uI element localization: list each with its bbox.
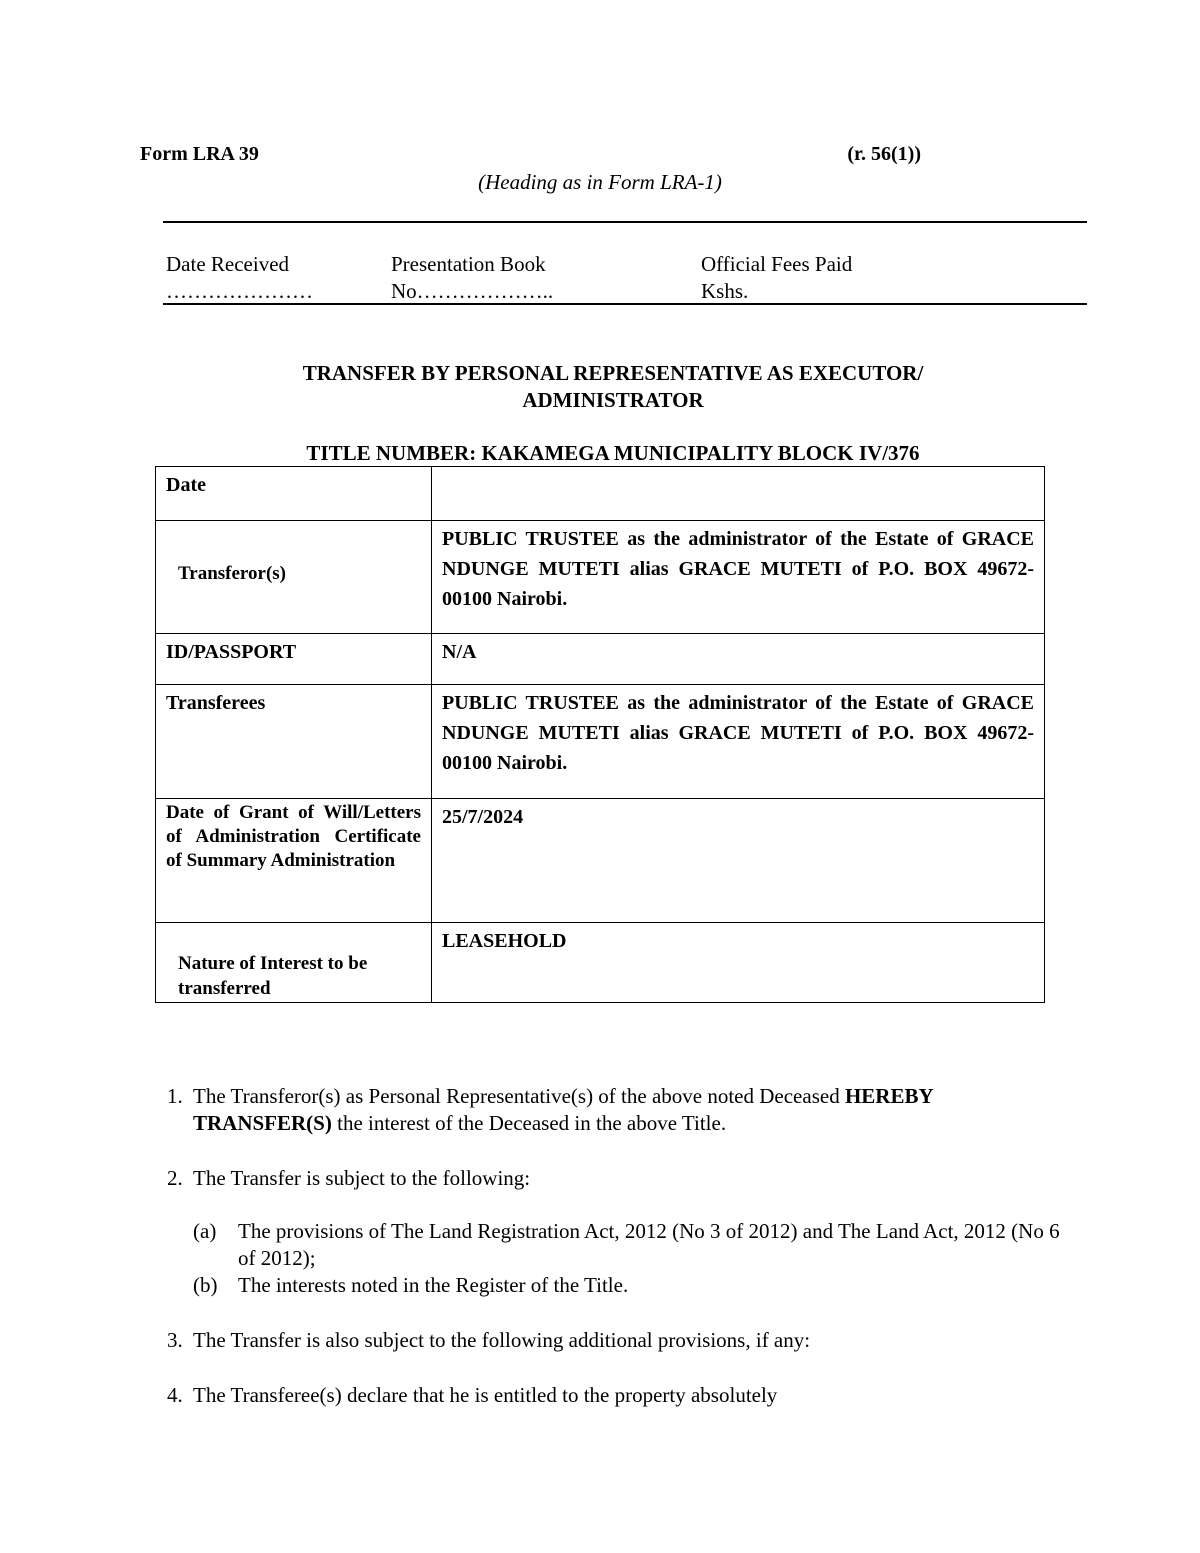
id-passport-value: N/A	[432, 634, 1045, 685]
interest-label-text: Nature of Interest to be transferred	[178, 953, 368, 999]
clause-4-text: The Transferee(s) declare that he is entitled to the property absolutely	[193, 1383, 778, 1407]
official-fees-label: Official Fees Paid	[701, 252, 853, 276]
transferor-label	[156, 521, 432, 634]
transferees-value: PUBLIC TRUSTEE as the administrator of the Estate of GRACE NDUNGE MUTETI alias GRACE MUTETI of P.O. BOX 49672-00100 Nairobi.	[432, 685, 1045, 799]
grant-label-text: Date of Grant of Will/Letters of Administration Certificate of Summary Administration	[166, 802, 421, 871]
clause-2b	[193, 1272, 1063, 1299]
top-divider	[163, 221, 1087, 223]
clause-3-text: The Transfer is also subject to the following additional provisions, if any:	[193, 1328, 811, 1352]
table-row-date	[156, 467, 1045, 521]
official-fees-currency: Kshs.	[701, 279, 749, 303]
form-number: Form LRA 39	[140, 143, 259, 165]
official-fees	[701, 251, 852, 305]
document-title-line2: ADMINISTRATOR	[522, 388, 704, 412]
clause-2a-number: (a)	[193, 1219, 217, 1243]
clause-2-subitems	[193, 1218, 1063, 1299]
date-value	[432, 467, 1045, 521]
clause-1-text-start: The Transferor(s) as Personal Representative(s) of the above noted Deceased	[193, 1084, 845, 1108]
clause-2b-number: (b)	[193, 1273, 218, 1297]
table-row-transferees	[156, 685, 1045, 799]
interest-label	[156, 923, 432, 1003]
date-received-label: Date Received	[166, 252, 290, 276]
transferor-value: PUBLIC TRUSTEE as the administrator of the Estate of GRACE NDUNGE MUTETI alias GRACE MUTETI of P.O. BOX 49672-00100 Nairobi.	[432, 521, 1045, 634]
heading-note: (Heading as in Form LRA-1)	[478, 170, 722, 194]
clause-4-number: 4.	[167, 1383, 183, 1407]
clause-3-number: 3.	[167, 1328, 183, 1352]
clause-1-bold: HEREBY TRANSFER(S)	[193, 1084, 933, 1135]
interest-value: LEASEHOLD	[432, 923, 1045, 1003]
presentation-book-number: No………………..	[391, 279, 554, 303]
id-passport-label: ID/PASSPORT	[156, 634, 432, 685]
date-label: Date	[156, 467, 432, 521]
clause-4	[163, 1382, 1063, 1409]
transferor-label-text: Transferor(s)	[178, 562, 286, 584]
table-row-id-passport	[156, 634, 1045, 685]
clause-2-text: The Transfer is subject to the following:	[193, 1166, 531, 1190]
clause-2	[163, 1165, 1063, 1299]
clause-1-text-end: the interest of the Deceased in the above Title.	[331, 1111, 727, 1135]
date-received	[166, 251, 313, 305]
title-number: TITLE NUMBER: KAKAMEGA MUNICIPALITY BLOCK IV/376	[306, 441, 920, 465]
rule-reference: (r. 56(1))	[847, 143, 921, 165]
bottom-divider	[163, 303, 1087, 305]
presentation-book-label: Presentation Book	[391, 252, 546, 276]
grant-value: 25/7/2024	[432, 799, 1045, 923]
table-row-transferor	[156, 521, 1045, 634]
transferees-label: Transferees	[156, 685, 432, 799]
clause-1-number: 1.	[167, 1084, 183, 1108]
clause-2a-text: The provisions of The Land Registration Act, 2012 (No 3 of 2012) and The Land Act, 2012 (No 6 of 2012);	[238, 1219, 1060, 1270]
clause-2a	[193, 1218, 1063, 1272]
clause-1	[163, 1083, 1063, 1137]
table-row-grant-date	[156, 799, 1045, 923]
transfer-clauses	[163, 1083, 1063, 1437]
grant-label	[156, 799, 432, 923]
transfer-details-table	[155, 466, 1045, 1003]
table-row-interest	[156, 923, 1045, 1003]
document-title	[150, 360, 1076, 414]
date-received-dots: …………………	[166, 279, 313, 303]
clause-3	[163, 1327, 1063, 1354]
clause-2-number: 2.	[167, 1166, 183, 1190]
clause-2b-text: The interests noted in the Register of the Title.	[238, 1273, 629, 1297]
presentation-book	[391, 251, 553, 305]
document-title-line1: TRANSFER BY PERSONAL REPRESENTATIVE AS EXECUTOR/	[302, 361, 924, 385]
